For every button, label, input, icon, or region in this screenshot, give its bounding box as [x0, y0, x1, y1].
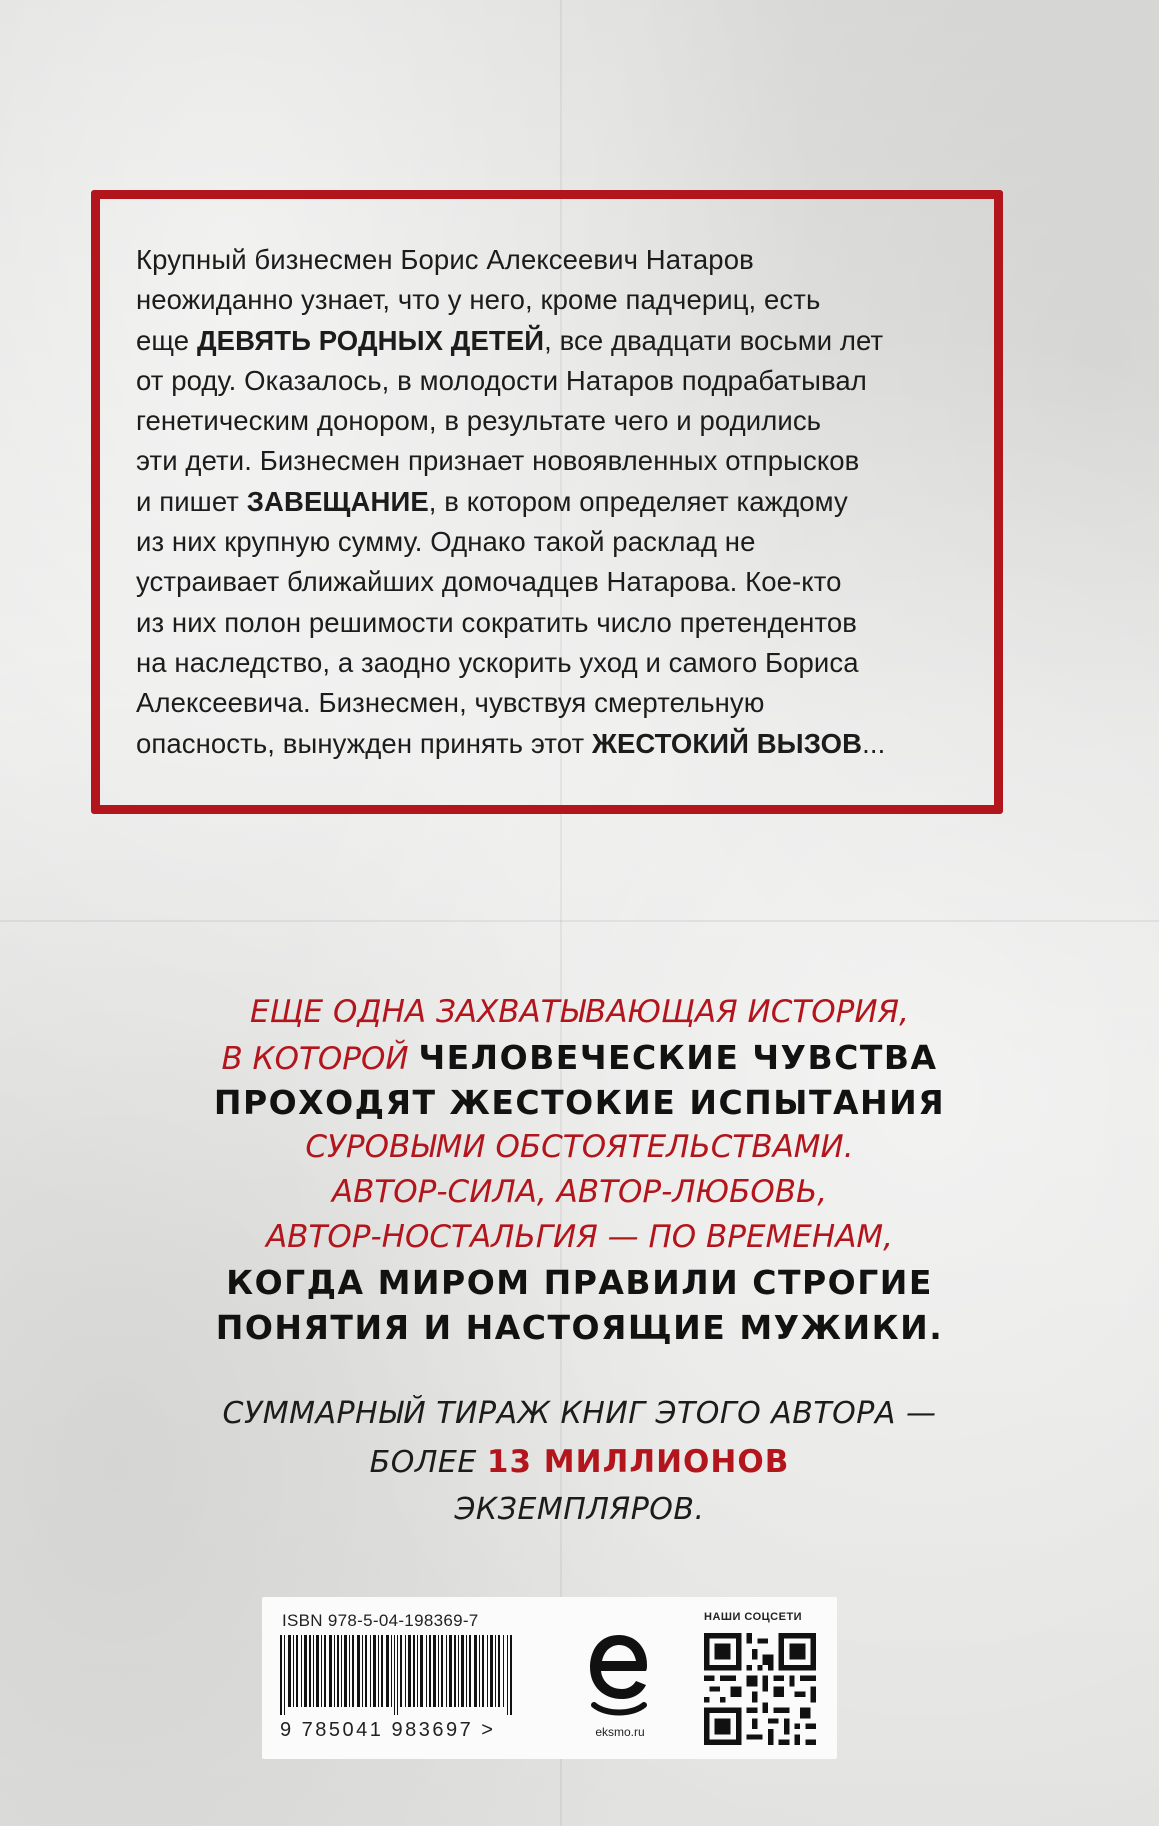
promo-line: СУРОВЫМИ ОБСТОЯТЕЛЬСТВАМИ.	[305, 1129, 854, 1165]
publisher-site: eksmo.ru	[595, 1725, 645, 1739]
promo-line: КОГДА МИРОМ ПРАВИЛИ СТРОГИЕ	[226, 1263, 933, 1302]
synopsis-line: на наследство, а заодно ускорить уход и самого Бориса	[136, 646, 859, 678]
synopsis-line: от роду. Оказалось, в молодости Натаров подрабатывал	[136, 364, 867, 396]
synopsis-line: опасность, вынужден принять этот ЖЕСТОКИЙ ВЫЗОВ...	[136, 727, 886, 759]
qr-code-icon	[704, 1633, 816, 1745]
synopsis-line: эти дети. Бизнесмен признает новоявленных отпрысков	[136, 445, 860, 477]
promo-line: АВТОР-НОСТАЛЬГИЯ — ПО ВРЕМЕНАМ,	[265, 1219, 894, 1255]
synopsis-line: из них крупную сумму. Однако такой расклад не	[136, 526, 756, 558]
synopsis-line: еще ДЕВЯТЬ РОДНЫХ ДЕТЕЙ, все двадцати восьми лет	[136, 324, 884, 356]
synopsis-line: и пишет ЗАВЕЩАНИЕ, в котором определяет каждому	[136, 485, 848, 517]
synopsis-line: устраивает ближайших домочадцев Натарова. Кое-кто	[136, 566, 842, 598]
promo-line: В КОТОРОЙ ЧЕЛОВЕЧЕСКИЕ ЧУВСТВА	[221, 1038, 938, 1077]
emphasis-text: ДЕВЯТЬ РОДНЫХ ДЕТЕЙ	[196, 324, 545, 356]
circulation-line: ЭКЗЕМПЛЯРОВ.	[454, 1492, 705, 1527]
publisher-info-box	[262, 1597, 837, 1759]
emphasis-text: ЖЕСТОКИЙ ВЫЗОВ	[591, 727, 863, 759]
barcode-digits: 9 785041 983697 >	[280, 1719, 496, 1741]
circulation-text	[0, 1390, 1159, 1534]
promo-line: АВТОР-СИЛА, АВТОР-ЛЮБОВЬ,	[331, 1174, 828, 1210]
barcode-icon	[280, 1635, 515, 1715]
synopsis-text	[136, 240, 966, 764]
synopsis-line: из них полон решимости сократить число претендентов	[136, 606, 857, 638]
eksmo-logo-icon	[584, 1627, 654, 1722]
promo-line: ПОНЯТИЯ И НАСТОЯЩИЕ МУЖИКИ.	[215, 1308, 944, 1347]
synopsis-line: Алексеевича. Бизнесмен, чувствуя смертельную	[136, 687, 765, 719]
paper-fold-line	[0, 920, 1159, 922]
promo-text	[0, 990, 1159, 1350]
synopsis-line: Крупный бизнесмен Борис Алексеевич Натаров	[136, 244, 754, 275]
promo-line: ПРОХОДЯТ ЖЕСТОКИЕ ИСПЫТАНИЯ	[213, 1083, 946, 1122]
promo-line: ЕЩЕ ОДНА ЗАХВАТЫВАЮЩАЯ ИСТОРИЯ,	[250, 994, 909, 1030]
emphasis-text: ЗАВЕЩАНИЕ	[246, 485, 429, 517]
circulation-line: БОЛЕЕ 13 МИЛЛИОНОВ	[369, 1444, 790, 1480]
isbn-label: ISBN 978-5-04-198369-7	[282, 1611, 479, 1630]
synopsis-line: неожиданно узнает, что у него, кроме падчериц, есть	[136, 284, 821, 316]
circulation-line: СУММАРНЫЙ ТИРАЖ КНИГ ЭТОГО АВТОРА —	[222, 1396, 937, 1431]
synopsis-line: генетическим донором, в результате чего и родились	[136, 405, 822, 437]
social-label: НАШИ СОЦСЕТИ	[704, 1611, 803, 1623]
